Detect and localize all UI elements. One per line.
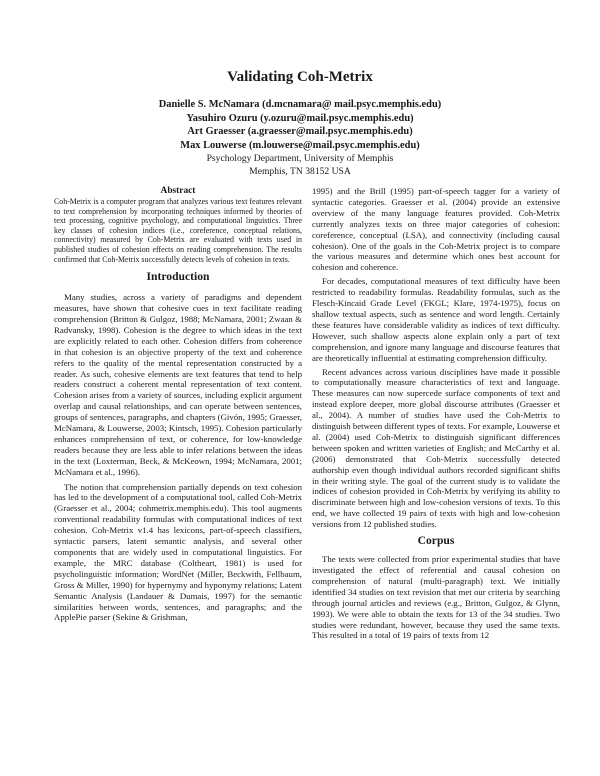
affiliation (0, 153, 600, 178)
affiliation-line: Psychology Department, University of Memphis (206, 153, 394, 164)
affiliation-line: Memphis, TN 38152 USA (249, 165, 351, 177)
abstract-text: Coh-Metrix is a computer program that analyzes various text features relevant to text comprehension by incorporating techniques informed by theories of text processing, cognitive psychology, and computational linguistics. Three key classes of cohesion indices (i.e., coreference, conceptual relations, connectivity) measured by Coh-Metrix are evaluated with texts used in published studies of cohesion effects on reading comprehension. The results confirmed that Coh-Metrix successfully detects levels of cohesion in texts. (54, 197, 302, 264)
left-column (54, 186, 302, 623)
introduction-paragraph: Many studies, across a variety of paradigms and dependent measures, have shown that cohesive cues in text facilitate reading comprehension (Britton & Gulgoz, 1988; McNamara, 2001; Zwaan & Radvansky, 1998). Cohesion is the degree to which ideas in the text are explicitly related to each other. Cohesion differs from coherence in that cohesion is an objective property of the text and coherence refers to the quality of the mental representation constructed by a reader. As such, cohesive elements are text features that tend to help readers construct a coherent mental representation of text content. Cohesion arises from a variety of sources, including explicit argument overlap and causal relationships, and can operate between sentences, groups of sentences, paragraphs, and chapters (Givón, 1995; Graesser, McNamara, & Louwerse, 2003; Kintsch, 1995). Cohesion particularly enhances comprehension of text, or coherence, for low-knowledge readers because they are less able to infer relations between the ideas in the text (Loxterman, Beck, & McKeown, 1994; McNamara, 2001; McNamara et al., 1996). (54, 292, 302, 477)
corpus-paragraph: The texts were collected from prior experimental studies that have investigated the effect of referential and causal cohesion on comprehension of natural (multi-paragraph) text. We initially identified 34 studies on text revision that met our criteria by searching through journal articles and reviews (e.g., Britton, Gulgoz, & Glynn, 1993). We were able to obtain the texts for 13 of the 34 studies. Two studies were redundant, however, because they used the same texts. This resulted in a total of 19 pairs of texts from 12 (312, 554, 560, 641)
author-line: Yasuhiro Ozuru (y.ozuru@mail.psyc.memphis.edu) (186, 112, 414, 124)
right-column (312, 186, 560, 641)
body-paragraph: 1995) and the Brill (1995) part-of-speech tagger for a variety of syntactic categories. Graesser et al. (2004) provide an extensive overview of the many language features provided. Coh-Metrix currently analyzes texts on three major categories of cohesion: coreference, conceptual (LSA), and connectivity (including causal cohesion). One of the goals in the Coh-Metrix project is to compare the various measures and determine which ones best account for cohesion and coherence. (312, 186, 560, 273)
paper-title: Validating Coh-Metrix (227, 69, 373, 85)
body-paragraph: Recent advances across various disciplines have made it possible to computationally measure characteristics of text and language. These measures can now supercede surface components of text and instead explore deeper, more global discourse attributes (Graesser et al., 2004). A number of studies have used the Coh-Metrix to distinguish between different types of texts. For example, Louwerse et al. (2004) used Coh-Metrix to distinguish significant differences between spoken and written varieties of English; and McCarthy et al. (2006) demonstrated that Coh-Metrix successfully detected authorship even though individual authors recorded significant shifts in their writing style. The goal of the current study is to validate the indices of cohesion provided in Coh-Metrix by verifying its ability to discriminate between high and low-cohesion versions of texts. To this end, we have collected 19 pairs of texts with high and low-cohesion versions from 12 published studies. (312, 366, 560, 530)
abstract-heading: Abstract (160, 186, 196, 196)
author-line: Danielle S. McNamara (d.mcnamara@ mail.psyc.memphis.edu) (158, 99, 442, 110)
author-line: Max Louwerse (m.louwerse@mail.psyc.memphis.edu) (180, 139, 420, 151)
author-list (0, 98, 600, 152)
introduction-heading: Introduction (146, 270, 210, 284)
body-paragraph: For decades, computational measures of text difficulty have been restricted to readability formulas. Readability formulas, such as the Flesch-Kincaid Grade Level (FKGL; Klare, 1974-1975), focus on shallow textual aspects, such as sentence and word length. Certainly these features have considerable validity as indices of text difficulty. However, such shallow aspects alone explain only a part of text comprehension, and ignore many language and discourse features that are theoretically influential at estimating comprehension difficulty. (312, 276, 560, 363)
corpus-heading: Corpus (417, 534, 455, 548)
introduction-paragraph: The notion that comprehension partially depends on text cohesion has led to the development of a computational tool, called Coh-Metrix (Graesser et al., 2004; cohmetrix.memphis.edu). This tool augments conventional readability formulas with computational indices of text cohesion. Coh-Metrix v1.4 has lexicons, part-of-speech classifiers, syntactic parsers, latent semantic analysis, and several other components that are widely used in computational linguistics. For example, the MRC database (Coltheart, 1981) is used for psycholinguistic information; WordNet (Miller, Beckwith, Fellbaum, Gross & Miller, 1990) for hypernymy and hyponymy relations; Latent Semantic Analysis (Landauer & Dumais, 1997) for the semantic similarities between words, sentences, and paragraphs; and the ApplePie parser (Sekine & Grishman, (54, 481, 302, 623)
author-line: Art Graesser (a.graesser@mail.psyc.memphis.edu) (187, 126, 413, 138)
